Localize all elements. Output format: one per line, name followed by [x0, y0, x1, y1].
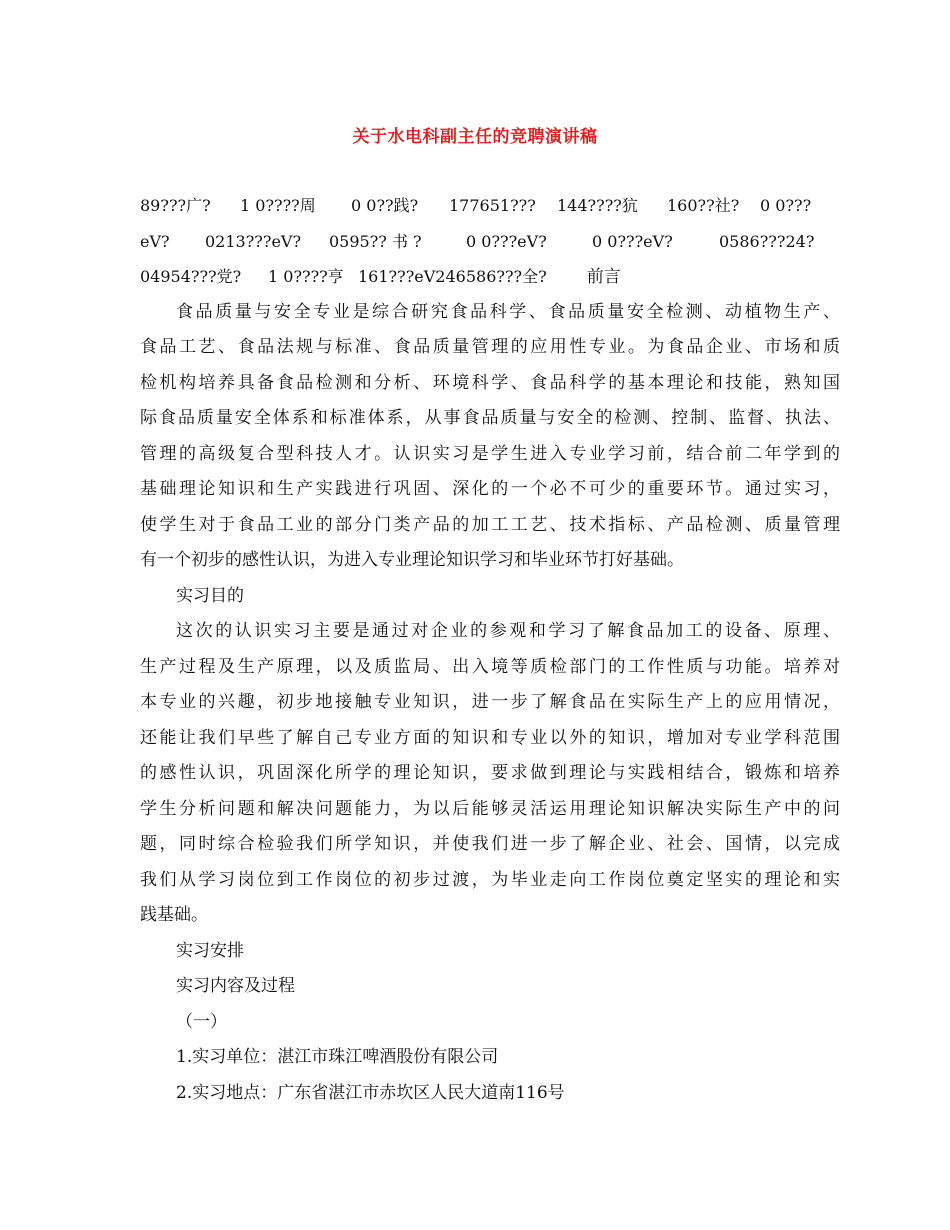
- section-one-label: （一）: [176, 1011, 227, 1032]
- text-line: 有一个初步的感性认识，为进入专业理论知识学习和毕业环节打好基础。: [140, 550, 684, 570]
- garbled-code-line-1: [140, 188, 840, 224]
- code-token: 04954???党?: [140, 267, 242, 286]
- text-line: 食品工艺、食品法规与标准、食品质量管理的应用性专业。为食品企业、市场和质: [140, 337, 840, 357]
- text-line: 的感性认识，巩固深化所学的理论知识，要求做到理论与实践相结合，锻炼和培养: [140, 763, 840, 783]
- heading-arrangement: 实习安排: [176, 940, 244, 961]
- code-token: 0 0??践?: [351, 196, 419, 215]
- preface-heading: 前言: [586, 267, 621, 287]
- paragraph-purpose: [140, 614, 840, 934]
- text-line: 我们从学习岗位到工作岗位的初步过渡，为毕业走向工作岗位奠定坚实的理论和实: [140, 869, 840, 890]
- text-line: 使学生对于食品工业的部分门类产品的加工工艺、技术指标、产品检测、质量管理: [140, 514, 840, 535]
- item-location: 2.实习地点：广东省湛江市赤坎区人民大道南116号: [176, 1082, 565, 1103]
- text-line: 学生分析问题和解决问题能力，为以后能够灵活运用理论知识解决实际生产中的问: [140, 798, 840, 819]
- code-token: 89???广?: [140, 196, 211, 215]
- text-line: 这次的认识实习主要是通过对企业的参观和学习了解食品加工的设备、原理、: [176, 621, 840, 641]
- heading-content: 实习内容及过程: [176, 976, 295, 996]
- code-token: 0 0???eV?: [592, 231, 673, 251]
- text-line: 题，同时综合检验我们所学知识，并使我们进一步了解企业、社会、国情，以完成: [140, 834, 840, 854]
- heading-purpose: 实习目的: [176, 585, 244, 606]
- text-line: 管理的高级复合型科技人才。认识实习是学生进入专业学习前，结合前二年学到的: [140, 443, 840, 464]
- document-title: 关于水电科副主任的竞聘演讲稿: [352, 127, 598, 147]
- garbled-code-line-2: [140, 224, 840, 260]
- text-line: 还能让我们早些了解自己专业方面的知识和专业以外的知识，增加对专业学科范围: [140, 727, 840, 748]
- code-token: 177651???: [449, 196, 536, 215]
- code-token: 161???eV246586???全?: [358, 267, 547, 286]
- document-body: [140, 188, 840, 1111]
- code-token: 0595?? 书 ?: [329, 231, 422, 251]
- code-token: 0 0???: [760, 196, 812, 215]
- code-token: 144????犺: [557, 196, 638, 215]
- code-token: 0586???24?: [719, 231, 815, 251]
- paragraph-intro: [140, 295, 840, 579]
- text-line: 基础理论知识和生产实践进行巩固、深化的一个必不可少的重要环节。通过实习，: [140, 479, 840, 499]
- code-token: eV?: [140, 231, 170, 251]
- code-token: 1 0????周: [240, 196, 316, 215]
- code-token: 1 0????亨: [268, 267, 344, 286]
- text-line: 食品质量与安全专业是综合研究食品科学、食品质量安全检测、动植物生产、: [176, 301, 840, 322]
- code-token: 0213???eV?: [205, 231, 302, 251]
- text-line: 际食品质量安全体系和标准体系，从事食品质量与安全的检测、控制、监督、执法、: [140, 408, 840, 428]
- code-token: 0 0???eV?: [466, 231, 547, 251]
- text-line: 践基础。: [140, 905, 208, 925]
- code-token: 160??社?: [667, 196, 740, 215]
- garbled-code-line-3: [140, 259, 840, 295]
- item-company: 1.实习单位：湛江市珠江啤酒股份有限公司: [176, 1047, 499, 1067]
- text-line: 生产过程及生产原理，以及质监局、出入境等质检部门的工作性质与功能。培养对: [140, 656, 840, 677]
- text-line: 检机构培养具备食品检测和分析、环境科学、食品科学的基本理论和技能，熟知国: [140, 372, 840, 393]
- text-line: 本专业的兴趣，初步地接触专业知识，进一步了解食品在实际生产上的应用情况，: [140, 692, 840, 712]
